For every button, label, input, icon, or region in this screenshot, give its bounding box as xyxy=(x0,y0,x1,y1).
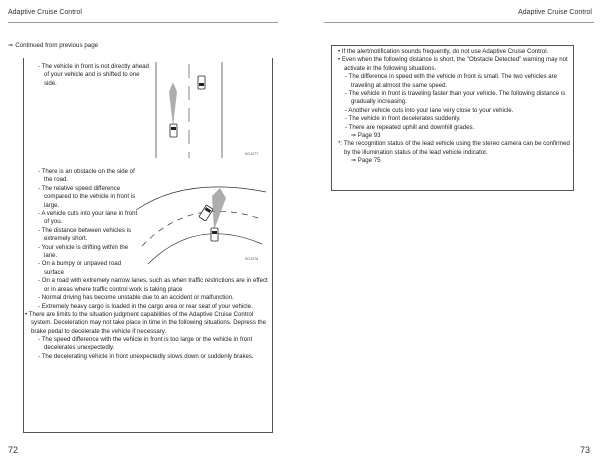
continued-text: Continued from previous page xyxy=(15,42,99,49)
page-reference-link[interactable]: ⇒ Page 75 xyxy=(351,157,381,165)
deceleration-list xyxy=(36,336,266,361)
list-item: - The difference in speed with the vehicle in front is small. The two vehicles are traveling at almost the same speed. xyxy=(345,73,558,89)
figure-offset-vehicle xyxy=(150,62,270,158)
continued-note xyxy=(8,42,98,49)
running-header-left: Adaptive Cruise Control xyxy=(8,9,82,16)
right-box-content xyxy=(337,48,570,166)
list-item: - The relative speed difference compared to the vehicle in front is large. xyxy=(38,184,136,209)
continued-arrow-icon: ⇒ xyxy=(8,42,14,49)
list-item: - The vehicle in front decelerates suddenly. xyxy=(345,115,461,123)
list-item: - The vehicle in front is not directly ahead of your vehicle and is shifted to one side. xyxy=(38,63,149,87)
list-item: - The vehicle in front is traveling faster than your vehicle. The following distance is gradually increasing. xyxy=(345,90,566,106)
running-header-right: Adaptive Cruise Control xyxy=(518,9,592,16)
list-item: - Your vehicle is drifting within the lane. xyxy=(38,243,129,260)
list-item: - Another vehicle cuts into your lane very close to your vehicle. xyxy=(345,106,514,114)
page-number-left: 72 xyxy=(8,445,19,455)
list-item: - On a bumpy or unpaved road surface xyxy=(38,260,121,276)
list-item: - A vehicle cuts into your lane in front of you. xyxy=(38,210,138,226)
page-reference-link[interactable]: ⇒ Page 93 xyxy=(351,132,381,140)
list-item: - The speed difference with the vehicle in front is too large or the vehicle in front decelerates unexpectedly. xyxy=(38,336,253,352)
page-number-right: 73 xyxy=(579,445,590,455)
obstacle-bullet: • Even when the following distance is short, the "Obstacle Detected" warning may not activate in the following situations. xyxy=(338,56,568,72)
list-item: - Extremely heavy cargo is loaded in the cargo area or rear seat of your vehicle. xyxy=(38,302,253,310)
figure-code: SO1077 xyxy=(245,152,259,156)
header-rule-right xyxy=(324,22,594,23)
header-rule-left xyxy=(8,22,278,23)
figure-code: SO1078 xyxy=(245,257,259,261)
footnote: *: The recognition status of the lead vehicle using the stereo camera can be confirmed by the illumination status of the lead vehicle indicator. xyxy=(338,140,570,156)
list-item: - Normal driving has become unstable due to an accident or malfunction. xyxy=(38,294,234,302)
list-item: - The decelerating vehicle in front unexpectedly slows down or suddenly brakes. xyxy=(38,352,254,360)
limits-bullet: • There are limits to the situation judgment capabilities of the Adaptive Cruise Control system. Deceleration may not take place in time in the following situations. Depress the brake pedal to decelerate the vehicle if necessary. xyxy=(25,311,267,335)
alert-bullet: • If the alert/notification sounds frequently, do not use Adaptive Cruise Control. xyxy=(338,48,549,55)
list-item: - The distance between vehicles is extremely short. xyxy=(38,226,132,243)
list-item: - There are repeated uphill and downhill grades. xyxy=(345,123,475,131)
list-item: - On a road with extremely narrow lanes, such as when traffic restrictions are in effect or in areas where traffic control work is taking place xyxy=(38,277,268,293)
figure-curved-road xyxy=(134,168,270,264)
list-item: - There is an obstacle on the side of the road. xyxy=(38,168,135,184)
